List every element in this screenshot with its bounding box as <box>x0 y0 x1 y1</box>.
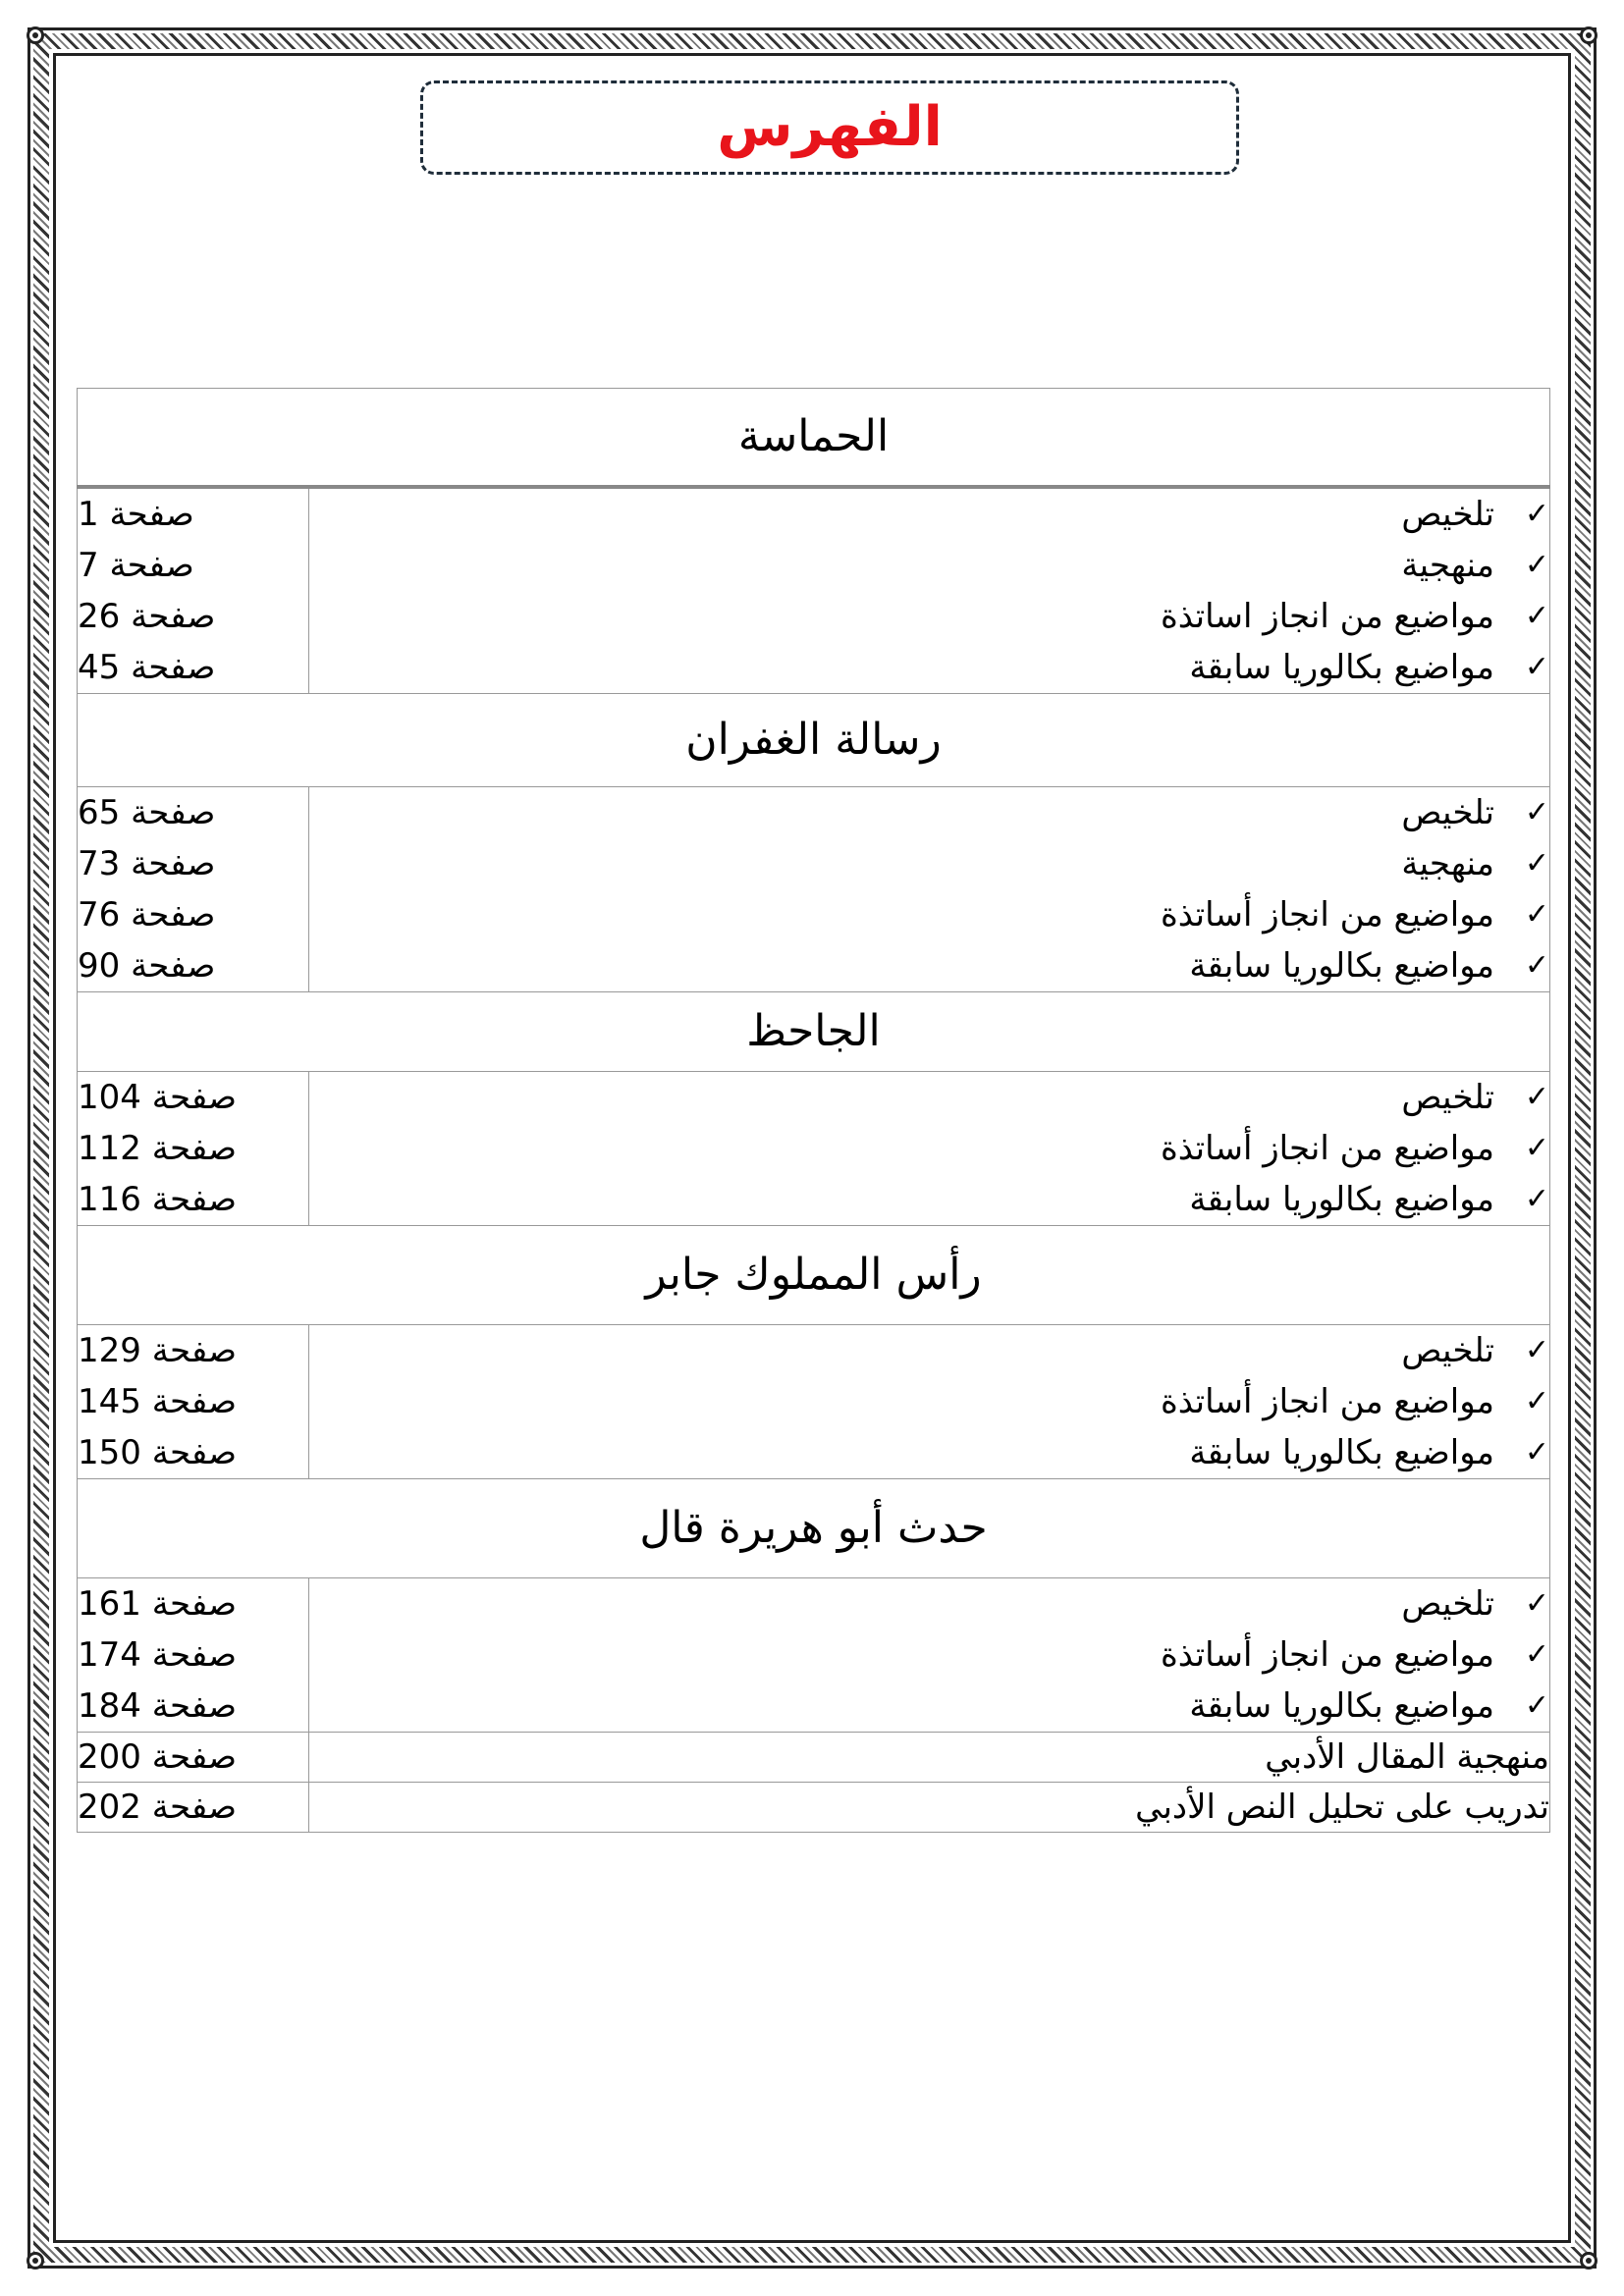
list-item <box>309 940 1549 991</box>
page-reference <box>78 1174 308 1225</box>
list-item <box>309 1427 1549 1478</box>
topics-cell <box>309 787 1550 992</box>
extra-row <box>78 1733 1550 1783</box>
pages-cell <box>78 787 309 992</box>
section-title: رأس المملوك جابر <box>78 1226 1550 1325</box>
list-item-label: تلخيص <box>1401 793 1494 832</box>
checkmark-icon: ✓ <box>1524 897 1549 932</box>
checkmark-icon: ✓ <box>1524 497 1549 531</box>
frame-corner-ornament <box>1580 2252 1597 2269</box>
extra-topic-label: منهجية المقال الأدبي <box>309 1733 1550 1783</box>
page-number: صفحة 174 <box>78 1635 237 1675</box>
section-header-row <box>78 694 1550 787</box>
page-number: صفحة 65 <box>78 793 216 832</box>
page-reference <box>78 1325 308 1376</box>
list-item <box>309 1072 1549 1123</box>
checkmark-icon: ✓ <box>1524 1131 1549 1165</box>
page-number: صفحة 90 <box>78 946 216 986</box>
list-item <box>309 1578 1549 1629</box>
list-item-label: تلخيص <box>1401 1331 1494 1370</box>
page-number: صفحة 129 <box>78 1331 237 1370</box>
section-header-row <box>78 1479 1550 1578</box>
page-number: صفحة 150 <box>78 1433 237 1472</box>
page-reference <box>78 838 308 889</box>
list-item-label: تلخيص <box>1401 1078 1494 1117</box>
page-reference <box>78 1681 308 1732</box>
page-reference <box>78 1123 308 1174</box>
page-number: صفحة 116 <box>78 1180 237 1219</box>
extra-row <box>78 1783 1550 1833</box>
list-item <box>309 540 1549 591</box>
section-title: رسالة الغفران <box>78 694 1550 787</box>
list-item-label: مواضيع بكالوريا سابقة <box>1189 946 1494 986</box>
page-number: صفحة 26 <box>78 597 216 636</box>
checkmark-icon: ✓ <box>1524 650 1549 684</box>
list-item-label: تلخيص <box>1401 495 1494 534</box>
list-item-label: منهجية <box>1401 546 1494 585</box>
pages-cell <box>78 487 309 694</box>
page-reference <box>78 1427 308 1478</box>
list-item-label: تلخيص <box>1401 1584 1494 1624</box>
checkmark-icon: ✓ <box>1524 1435 1549 1469</box>
list-item <box>309 787 1549 838</box>
list-item-label: مواضيع من انجاز أساتذة <box>1160 1129 1494 1168</box>
page-number: صفحة 1 <box>78 495 194 534</box>
topics-cell <box>309 1578 1550 1733</box>
checkmark-icon: ✓ <box>1524 1182 1549 1216</box>
frame-corner-ornament <box>27 27 44 44</box>
section-items-row <box>78 1072 1550 1226</box>
list-item <box>309 1174 1549 1225</box>
checkmark-icon: ✓ <box>1524 548 1549 582</box>
page-number: صفحة 76 <box>78 895 216 934</box>
page-number: صفحة 7 <box>78 546 194 585</box>
page-number: صفحة 112 <box>78 1129 237 1168</box>
list-item-label: مواضيع بكالوريا سابقة <box>1189 1686 1494 1726</box>
page-title: الفهرس <box>717 95 943 159</box>
page-reference <box>78 489 308 540</box>
list-item-label: مواضيع من انجاز أساتذة <box>1160 1635 1494 1675</box>
pages-cell <box>78 1578 309 1733</box>
section-title: الجاحظ <box>78 992 1550 1072</box>
pages-cell <box>78 1072 309 1226</box>
checkmark-icon: ✓ <box>1524 1333 1549 1367</box>
list-item <box>309 838 1549 889</box>
frame-corner-ornament <box>27 2252 44 2269</box>
page-number: صفحة 45 <box>78 648 216 687</box>
page-reference <box>78 642 308 693</box>
section-title: حدث أبو هريرة قال <box>78 1479 1550 1578</box>
list-item-label: مواضيع من انجاز اساتذة <box>1160 597 1494 636</box>
page-reference <box>78 1629 308 1681</box>
page-number: صفحة 161 <box>78 1584 237 1624</box>
section-items-row <box>78 1325 1550 1479</box>
section-title: الحماسة <box>78 389 1550 488</box>
page-number: صفحة 184 <box>78 1686 237 1726</box>
list-item <box>309 1325 1549 1376</box>
pages-cell <box>78 1325 309 1479</box>
list-item-label: مواضيع بكالوريا سابقة <box>1189 1180 1494 1219</box>
checkmark-icon: ✓ <box>1524 1080 1549 1114</box>
list-item-label: مواضيع من انجاز أساتذة <box>1160 1382 1494 1421</box>
checkmark-icon: ✓ <box>1524 1688 1549 1723</box>
page-reference <box>78 1072 308 1123</box>
page-number: صفحة 73 <box>78 844 216 883</box>
page-reference <box>78 1578 308 1629</box>
section-header-row <box>78 992 1550 1072</box>
page-reference <box>78 591 308 642</box>
list-item <box>309 1123 1549 1174</box>
checkmark-icon: ✓ <box>1524 1637 1549 1672</box>
section-header-row <box>78 1226 1550 1325</box>
list-item <box>309 489 1549 540</box>
topics-cell <box>309 487 1550 694</box>
frame-corner-ornament <box>1580 27 1597 44</box>
page-number: صفحة 145 <box>78 1382 237 1421</box>
extra-topic-label: تدريب على تحليل النص الأدبي <box>309 1783 1550 1833</box>
checkmark-icon: ✓ <box>1524 1586 1549 1621</box>
page-reference: صفحة 200 <box>78 1733 309 1783</box>
section-header-row <box>78 389 1550 488</box>
page-number: صفحة 104 <box>78 1078 237 1117</box>
topics-cell <box>309 1072 1550 1226</box>
section-items-row <box>78 787 1550 992</box>
list-item-label: مواضيع بكالوريا سابقة <box>1189 1433 1494 1472</box>
title-box <box>420 80 1239 175</box>
section-items-row <box>78 487 1550 694</box>
list-item-label: مواضيع بكالوريا سابقة <box>1189 648 1494 687</box>
page-reference <box>78 1376 308 1427</box>
topics-cell <box>309 1325 1550 1479</box>
page-reference <box>78 940 308 991</box>
list-item <box>309 1376 1549 1427</box>
page-reference <box>78 540 308 591</box>
section-items-row <box>78 1578 1550 1733</box>
page-reference: صفحة 202 <box>78 1783 309 1833</box>
page-reference <box>78 889 308 940</box>
list-item <box>309 889 1549 940</box>
list-item-label: منهجية <box>1401 844 1494 883</box>
checkmark-icon: ✓ <box>1524 599 1549 633</box>
index-table <box>77 388 1550 1833</box>
checkmark-icon: ✓ <box>1524 795 1549 829</box>
checkmark-icon: ✓ <box>1524 1384 1549 1418</box>
checkmark-icon: ✓ <box>1524 948 1549 983</box>
list-item-label: مواضيع من انجاز أساتذة <box>1160 895 1494 934</box>
list-item <box>309 642 1549 693</box>
list-item <box>309 1681 1549 1732</box>
list-item <box>309 1629 1549 1681</box>
page-reference <box>78 787 308 838</box>
checkmark-icon: ✓ <box>1524 846 1549 881</box>
list-item <box>309 591 1549 642</box>
